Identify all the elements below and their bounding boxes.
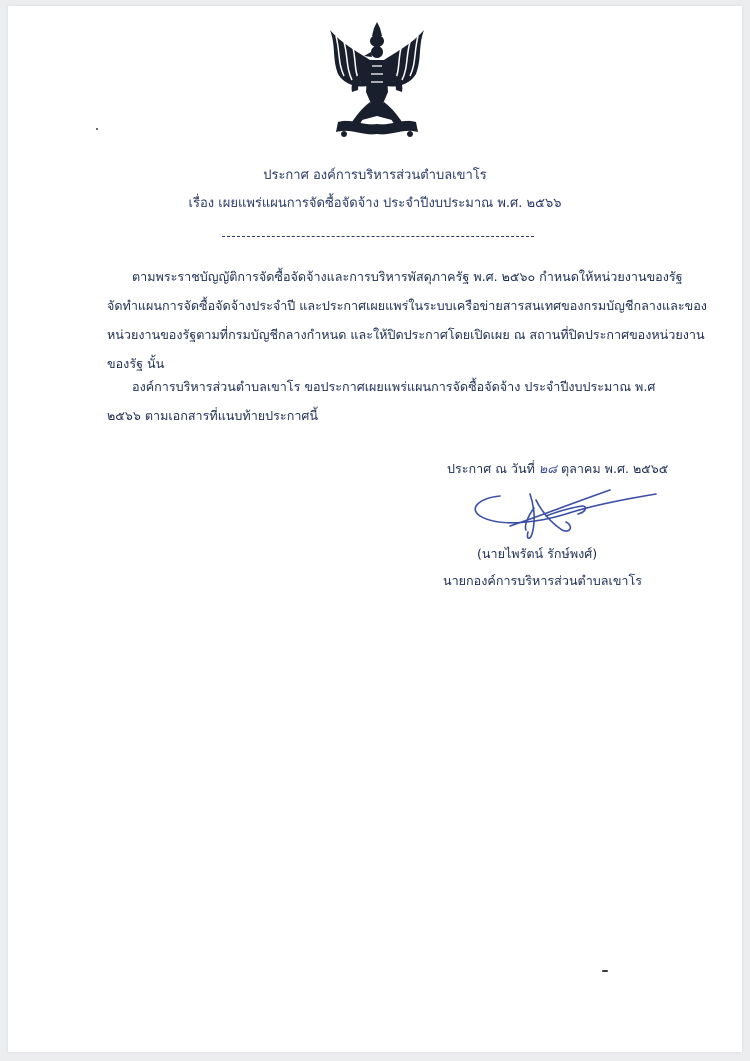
announcement-date	[447, 459, 668, 479]
paragraph-2-line-1: องค์การบริหารส่วนตำบลเขาโร ขอประกาศเผยแพร่แผนการจัดซื้อจัดจ้าง ประจำปีงบประมาณ พ.ศ	[132, 379, 656, 394]
garuda-emblem	[322, 22, 432, 140]
handwritten-signature	[470, 486, 660, 546]
signatory-title: นายกองค์การบริหารส่วนตำบลเขาโร	[443, 573, 643, 588]
announcement-heading: ประกาศ องค์การบริหารส่วนตำบลเขาโร	[263, 168, 487, 183]
scan-speck	[602, 970, 608, 972]
date-suffix: ตุลาคม พ.ศ. ๒๕๖๕	[560, 461, 669, 476]
paragraph-1-line-2: จัดทำแผนการจัดซื้อจัดจ้างประจำปี และประกาศเผยแพร่ในระบบเครือข่ายสารสนเทศของกรมบัญชีกลางและของ	[107, 298, 707, 313]
paragraph-2	[107, 372, 656, 430]
paragraph-2-line-2: ๒๕๖๖ ตามเอกสารที่แนบท้ายประกาศนี้	[107, 408, 318, 423]
paragraph-1-line-1: ตามพระราชบัญญัติการจัดซื้อจัดจ้างและการบริหารพัสดุภาครัฐ พ.ศ. ๒๕๖๐ กำหนดให้หน่วยงานของรัฐ	[132, 269, 683, 284]
date-day: ๒๘	[538, 461, 557, 476]
date-prefix: ประกาศ ณ วันที่	[447, 461, 535, 476]
signatory-name: (นายไพรัตน์ รักษ์พงศ์)	[477, 546, 598, 561]
paragraph-1-line-3: หน่วยงานของรัฐตามที่กรมบัญชีกลางกำหนด และให้ปิดประกาศโดยเปิดเผย ณ สถานที่ปิดประกาศของหน่วยงาน	[107, 327, 705, 342]
announcement-subject: เรื่อง เผยแพร่แผนการจัดซื้อจัดจ้าง ประจำปีงบประมาณ พ.ศ. ๒๕๖๖	[188, 196, 562, 211]
paragraph-1	[107, 262, 707, 378]
scan-speck	[96, 128, 98, 130]
header-divider	[222, 236, 534, 237]
paragraph-1-line-4: ของรัฐ นั้น	[107, 356, 165, 371]
